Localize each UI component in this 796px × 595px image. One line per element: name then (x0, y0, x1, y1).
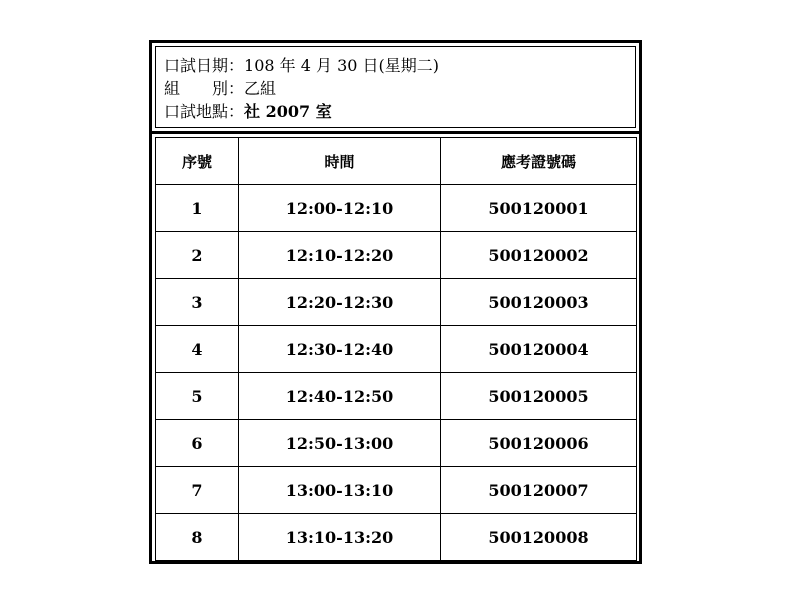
column-header-exam-id: 應考證號碼 (441, 138, 637, 185)
row-exam-id: 500120002 (441, 232, 637, 279)
row-exam-id: 500120007 (441, 467, 637, 514)
column-header-time: 時間 (239, 138, 441, 185)
row-time: 12:40-12:50 (239, 373, 441, 420)
table-row (156, 232, 637, 279)
row-exam-id: 500120005 (441, 373, 637, 420)
table-row (156, 420, 637, 467)
row-number: 1 (156, 185, 239, 232)
column-header-number: 序號 (156, 138, 239, 185)
exam-info-header (155, 46, 636, 128)
exam-group-label: 組 別： (164, 79, 245, 98)
row-exam-id: 500120003 (441, 279, 637, 326)
exam-date-label: 口試日期： (164, 56, 245, 75)
exam-date-value: 108 年 4 月 30 日(星期二) (244, 56, 440, 75)
exam-location-value: 社 2007 室 (244, 102, 332, 121)
table-row (156, 326, 637, 373)
row-exam-id: 500120001 (441, 185, 637, 232)
row-time: 12:20-12:30 (239, 279, 441, 326)
row-time: 13:00-13:10 (239, 467, 441, 514)
header-divider (152, 131, 639, 134)
exam-location-label: 口試地點： (164, 102, 245, 121)
table-row (156, 467, 637, 514)
row-number: 2 (156, 232, 239, 279)
schedule-sheet (149, 40, 642, 564)
row-time: 12:00-12:10 (239, 185, 441, 232)
row-time: 12:50-13:00 (239, 420, 441, 467)
exam-location-line (164, 100, 635, 123)
row-number: 3 (156, 279, 239, 326)
table-header-row (156, 138, 637, 185)
row-number: 5 (156, 373, 239, 420)
row-number: 8 (156, 514, 239, 561)
row-number: 4 (156, 326, 239, 373)
exam-group-line (164, 77, 635, 100)
exam-group-value: 乙組 (244, 79, 277, 98)
row-exam-id: 500120006 (441, 420, 637, 467)
table-row (156, 373, 637, 420)
row-number: 7 (156, 467, 239, 514)
row-time: 13:10-13:20 (239, 514, 441, 561)
row-exam-id: 500120004 (441, 326, 637, 373)
table-row (156, 514, 637, 561)
table-row (156, 185, 637, 232)
table-row (156, 279, 637, 326)
row-number: 6 (156, 420, 239, 467)
schedule-table (155, 137, 637, 561)
row-time: 12:10-12:20 (239, 232, 441, 279)
exam-date-line (164, 54, 635, 77)
row-exam-id: 500120008 (441, 514, 637, 561)
row-time: 12:30-12:40 (239, 326, 441, 373)
